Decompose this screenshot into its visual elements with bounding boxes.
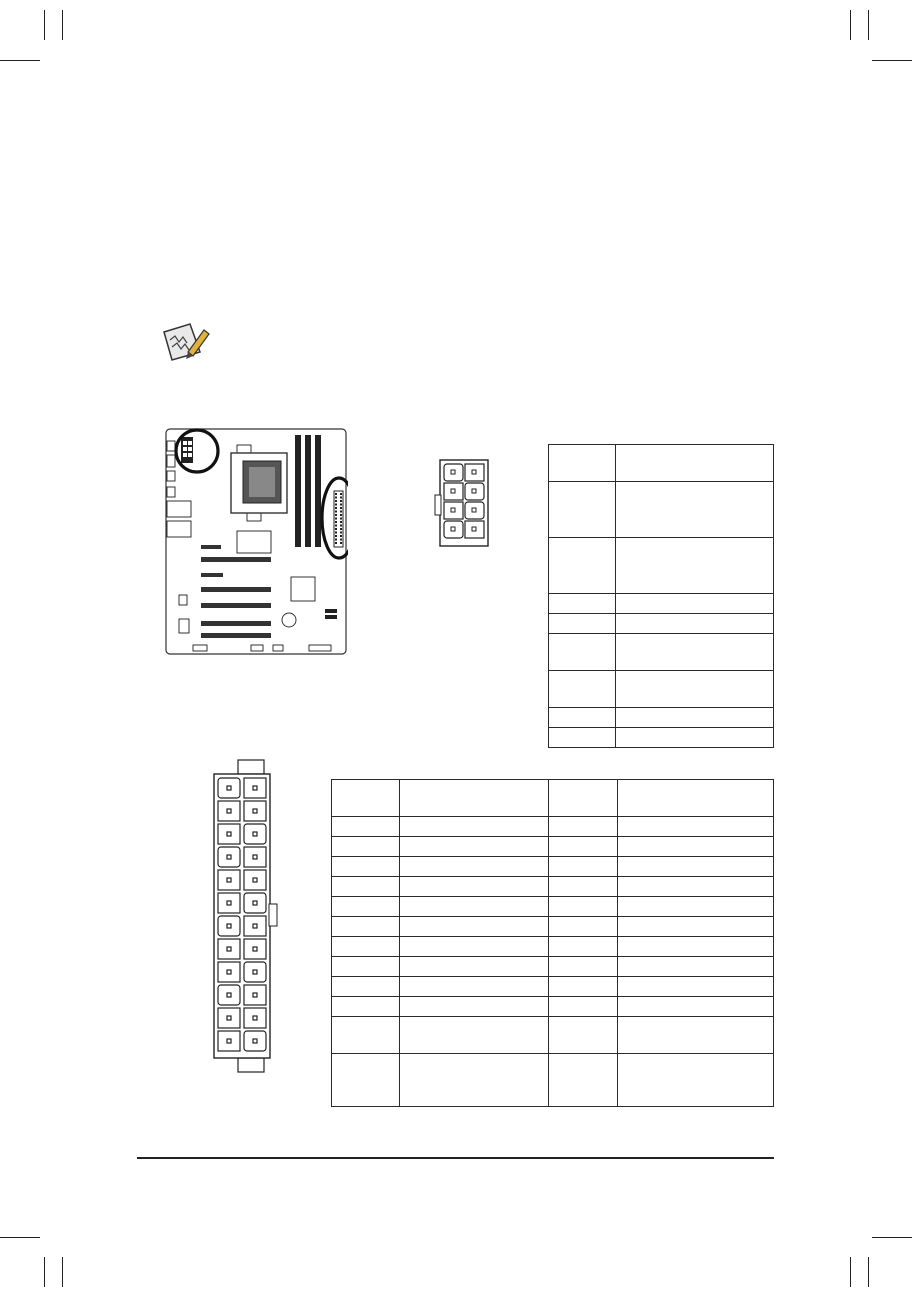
table-row (332, 997, 774, 1017)
pin-hole (253, 1039, 257, 1043)
table-row (549, 634, 774, 671)
pin-hole (227, 855, 231, 859)
table-row (332, 857, 774, 877)
pin-hole (253, 970, 257, 974)
note-pencil-icon (160, 322, 210, 364)
pin-hole (227, 947, 231, 951)
pin-hole (253, 993, 257, 997)
pin-hole (227, 970, 231, 974)
table-row (549, 445, 774, 482)
pin-hole (227, 1039, 231, 1043)
table-row (549, 538, 774, 594)
table-row (549, 482, 774, 538)
pin-hole (253, 901, 257, 905)
table-row (332, 937, 774, 957)
pin-hole (227, 901, 231, 905)
table-row (332, 897, 774, 917)
table-row (332, 780, 774, 817)
table-row (332, 977, 774, 997)
pin-hole (227, 832, 231, 836)
table-row (549, 671, 774, 708)
table-row (332, 837, 774, 857)
pin-hole (253, 924, 257, 928)
table-row (549, 614, 774, 634)
table-row (549, 594, 774, 614)
table-row (549, 728, 774, 748)
motherboard-diagram (165, 427, 348, 656)
pin-hole (253, 1016, 257, 1020)
table-row (332, 1017, 774, 1054)
table-row (332, 817, 774, 837)
pin-hole (227, 878, 231, 882)
footer-rule (137, 1157, 774, 1159)
atx-12v-pin-table (548, 444, 774, 748)
pin-hole (253, 878, 257, 882)
pin-hole (253, 832, 257, 836)
pin-hole (253, 947, 257, 951)
table-row (332, 917, 774, 937)
pin-hole (227, 924, 231, 928)
pin-hole (253, 855, 257, 859)
table-row (549, 708, 774, 728)
atx-main-pin-table (331, 779, 774, 1107)
pin-hole (227, 786, 231, 790)
pin-hole (227, 809, 231, 813)
table-row (332, 877, 774, 897)
atx-main-connector-diagram (210, 758, 280, 1074)
pin-hole (253, 786, 257, 790)
table-row (332, 957, 774, 977)
table-row (332, 1054, 774, 1107)
pin-hole (227, 993, 231, 997)
pin-hole (253, 809, 257, 813)
atx-12v-connector-diagram (434, 458, 492, 550)
pin-hole (227, 1016, 231, 1020)
